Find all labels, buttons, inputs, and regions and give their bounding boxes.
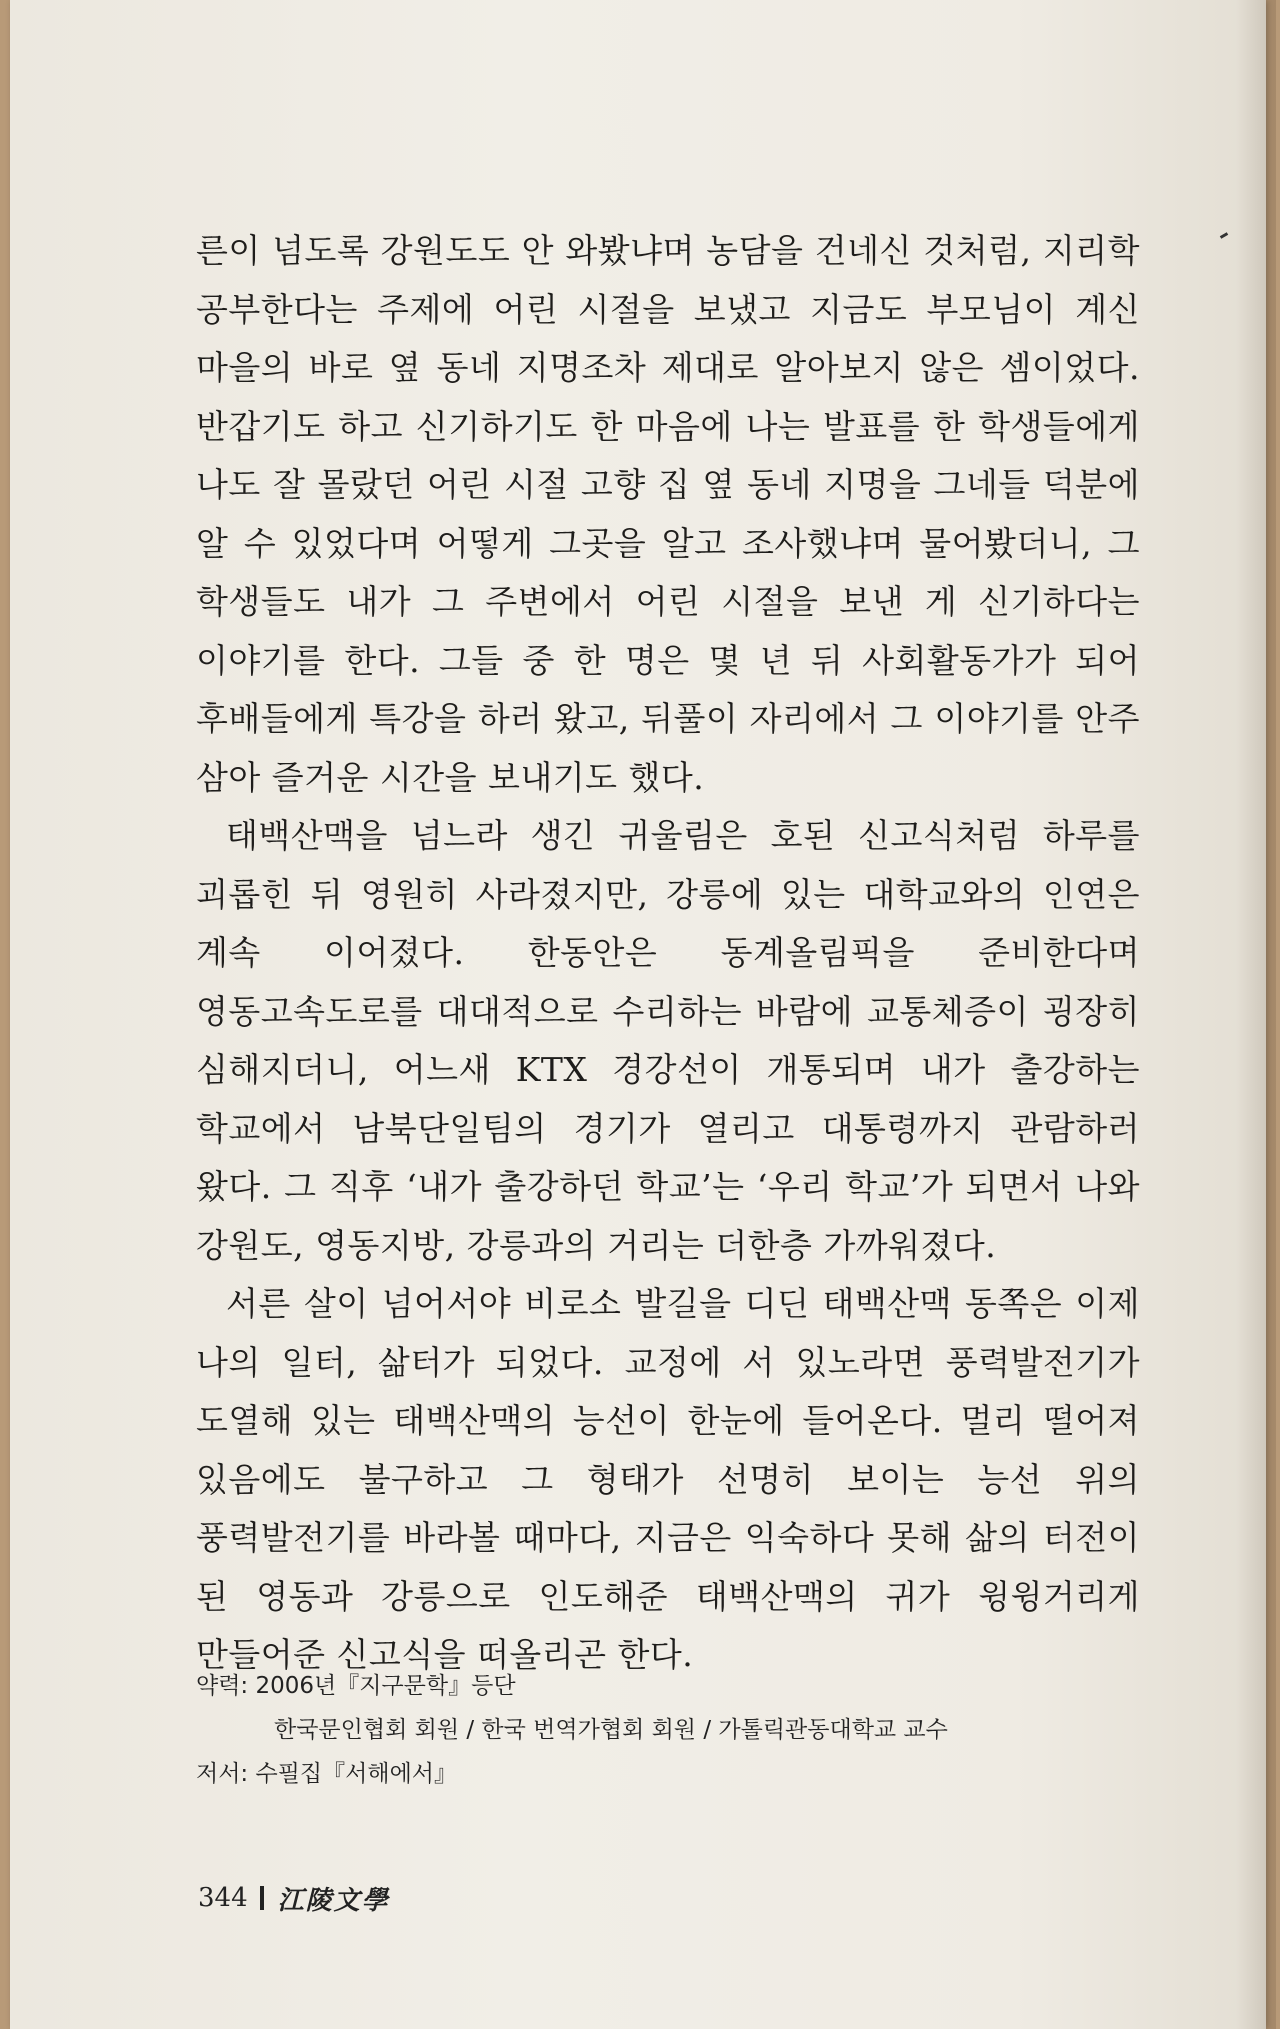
paragraph-1: 른이 넘도록 강원도도 안 와봤냐며 농담을 건네신 것처럼, 지리학 공부한다는 주제에 어린 시절을 보냈고 지금도 부모님이 계신 마을의 바로 옆 동네 지명조차 제대로 알아보지 않은 셈이었다. 반갑기도 하고 신기하기도 한 마음에 나는 발표를 한 학생들에게 나도 잘 몰랐던 어린 시절 고향 집 옆 동네 지명을 그네들 덕분에 알 수 있었다며 어떻게 그곳을 알고 조사했냐며 물어봤더니, 그 학생들도 내가 그 주변에서 어린 시절을 보낸 게 신기하다는 이야기를 한다. 그들 중 한 명은 몇 년 뒤 사회활동가가 되어 후배들에게 특강을 하러 왔고, 뒤풀이 자리에서 그 이야기를 안주 삼아 즐거운 시간을 보내기도 했다. <box>196 231 1140 797</box>
footer-separator <box>260 1886 264 1910</box>
page-edge-shadow <box>1236 0 1276 2029</box>
bio-career: 약력: 2006년『지구문학』등단 <box>196 1673 516 1699</box>
page-footer <box>198 1878 390 1918</box>
bio-career-detail: 한국문인협회 회원 / 한국 번역가협회 회원 / 가톨릭관동대학교 교수 <box>274 1717 948 1743</box>
journal-title: 江陵文學 <box>277 1885 390 1916</box>
bio-works: 저서: 수필집『서해에서』 <box>196 1761 458 1787</box>
essay-body <box>196 222 1140 1685</box>
page-number: 344 <box>198 1883 248 1913</box>
paragraph-2: 태백산맥을 넘느라 생긴 귀울림은 호된 신고식처럼 하루를 괴롭힌 뒤 영원히 사라졌지만, 강릉에 있는 대학교와의 인연은 계속 이어졌다. 한동안은 동계올림픽을 준비한다며 영동고속도로를 대대적으로 수리하는 바람에 교통체증이 굉장히 심해지더니, 어느새 KTX 경강선이 개통되며 내가 출강하는 학교에서 남북단일팀의 경기가 열리고 대통령까지 관람하러 왔다. 그 직후 ‘내가 출강하던 학교’는 ‘우리 학교’가 되면서 나와 강원도, 영동지방, 강릉과의 거리는 더한층 가까워졌다. <box>196 816 1140 1265</box>
ink-mark <box>1220 232 1228 239</box>
paragraph-3: 서른 살이 넘어서야 비로소 발길을 디딘 태백산맥 동쪽은 이제 나의 일터, 삶터가 되었다. 교정에 서 있노라면 풍력발전기가 도열해 있는 태백산맥의 능선이 한눈에 들어온다. 멀리 떨어져 있음에도 불구하고 그 형태가 선명히 보이는 능선 위의 풍력발전기를 바라볼 때마다, 지금은 익숙하다 못해 삶의 터전이 된 영동과 강릉으로 인도해준 태백산맥의 귀가 윙윙거리게 만들어준 신고식을 떠올리곤 한다. <box>196 1284 1140 1674</box>
author-bio <box>196 1664 1096 1796</box>
